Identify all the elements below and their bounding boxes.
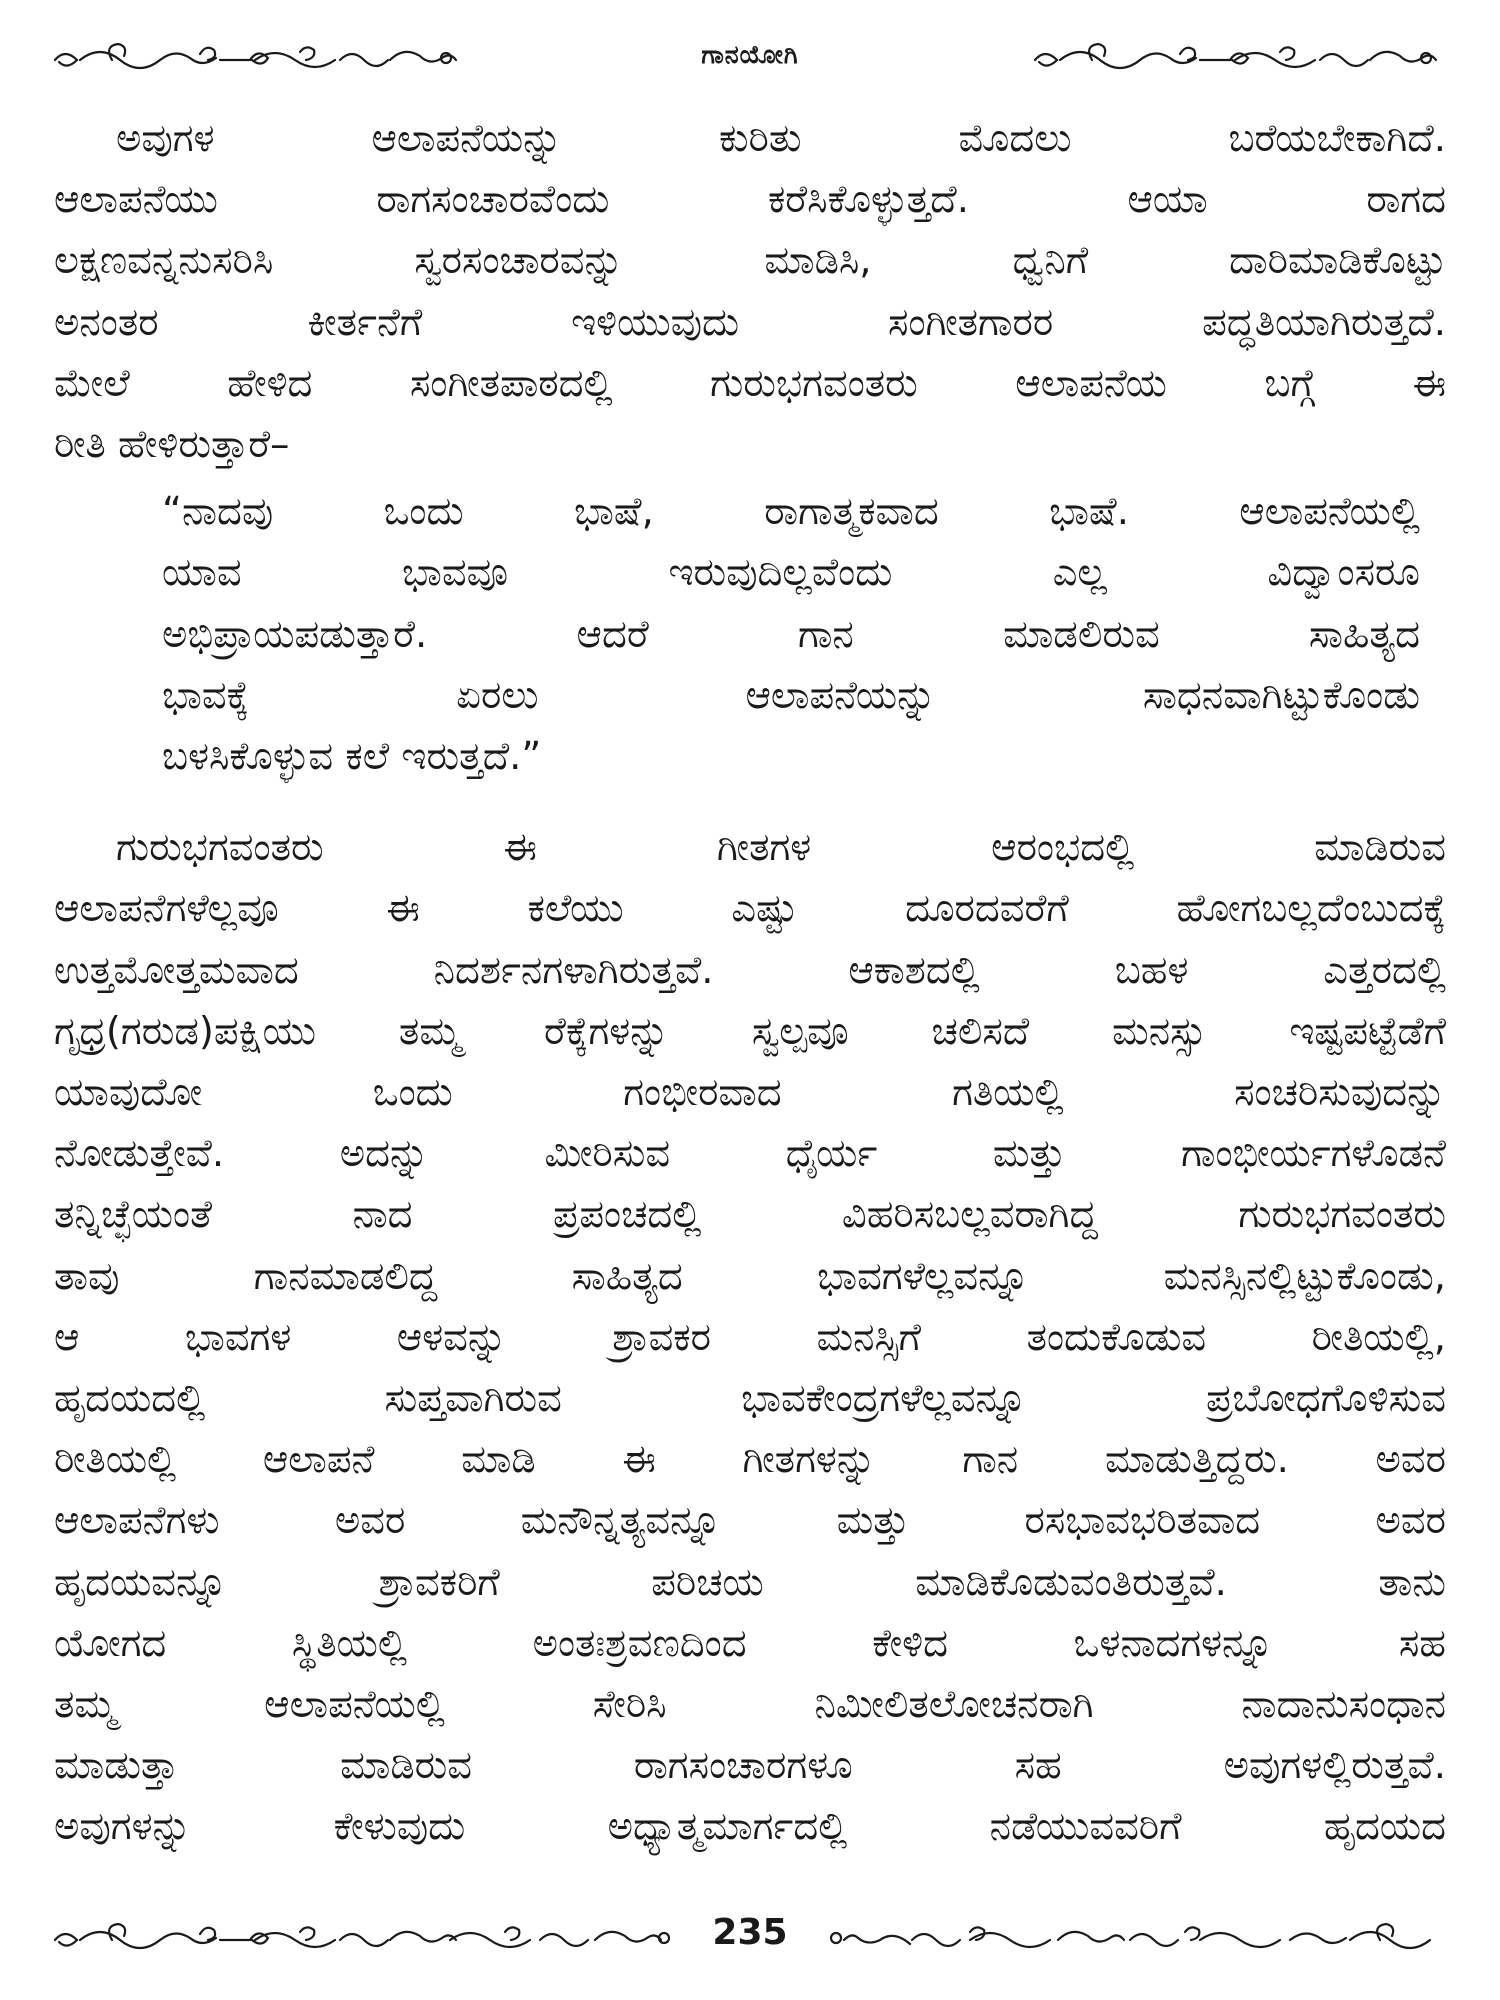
text-line: ಹೃದಯವನ್ನೂ ಶ್ರಾವಕರಿಗೆ ಪರಿಚಯ ಮಾಡಿಕೊಡುವಂತಿರುತ್ತವೆ. ತಾನು xyxy=(54,1559,1446,1605)
quote-line: ಭಾವಕ್ಕೆ ಏರಲು ಆಲಾಪನೆಯನ್ನು ಸಾಧನವಾಗಿಟ್ಟುಕೊಂಡು xyxy=(162,672,1420,718)
running-title: ಗಾನಯೋಗಿ xyxy=(701,40,799,69)
text-line: ತನ್ನಿಚ್ಛೆಯಂತೆ ನಾದ ಪ್ರಪಂಚದಲ್ಲಿ ವಿಹರಿಸಬಲ್ಲವರಾಗಿದ್ದ ಗುರುಭಗವಂತರು xyxy=(54,1192,1446,1238)
page-header xyxy=(50,30,1450,90)
text-line: ಯೋಗದ ಸ್ಥಿತಿಯಲ್ಲಿ ಅಂತಃಶ್ರವಣದಿಂದ ಕೇಳಿದ ಒಳನಾದಗಳನ್ನೂ ಸಹ xyxy=(54,1620,1446,1666)
text-line: ಯಾವುದೋ ಒಂದು ಗಂಭೀರವಾದ ಗತಿಯಲ್ಲಿ ಸಂಚರಿಸುವುದನ್ನು xyxy=(54,1070,1446,1116)
text-line: ರೀತಿಯಲ್ಲಿ ಆಲಾಪನೆ ಮಾಡಿ ಈ ಗೀತಗಳನ್ನು ಗಾನ ಮಾಡುತ್ತಿದ್ದರು. ಅವರ xyxy=(54,1437,1446,1483)
text-line: ನೋಡುತ್ತೇವೆ. ಅದನ್ನು ಮೀರಿಸುವ ಧೈರ್ಯ ಮತ್ತು ಗಾಂಭೀರ್ಯಗಳೊಡನೆ xyxy=(54,1131,1446,1177)
page-footer xyxy=(50,1910,1450,1970)
flourish-ornament-icon xyxy=(820,1910,1450,1974)
text-line: ಆಲಾಪನೆಗಳು ಅವರ ಮನೌನ್ನತ್ಯವನ್ನೂ ಮತ್ತು ರಸಭಾವಭರಿತವಾದ ಅವರ xyxy=(54,1498,1446,1544)
text-line: ಗುರುಭಗವಂತರು ಈ ಗೀತಗಳ ಆರಂಭದಲ್ಲಿ ಮಾಡಿರುವ xyxy=(116,825,1446,871)
text-line: ಅನಂತರ ಕೀರ್ತನೆಗೆ ಇಳಿಯುವುದು ಸಂಗೀತಗಾರರ ಪದ್ಧತಿಯಾಗಿರುತ್ತದೆ. xyxy=(54,299,1446,345)
text-line: ಮಾಡುತ್ತಾ ಮಾಡಿರುವ ರಾಗಸಂಚಾರಗಳೂ ಸಹ ಅವುಗಳಲ್ಲಿರುತ್ತವೆ. xyxy=(54,1743,1446,1789)
block-quote xyxy=(54,481,1420,787)
text-line: ಆ ಭಾವಗಳ ಆಳವನ್ನು ಶ್ರಾವಕರ ಮನಸ್ಸಿಗೆ ತಂದುಕೊಡುವ ರೀತಿಯಲ್ಲಿ, xyxy=(54,1314,1446,1360)
text-line: ಮೇಲೆ ಹೇಳಿದ ಸಂಗೀತಪಾಠದಲ್ಲಿ ಗುರುಭಗವಂತರು ಆಲಾಪನೆಯ ಬಗ್ಗೆ ಈ xyxy=(54,360,1446,406)
paragraph-intro xyxy=(54,108,1446,475)
quote-line: ಅಭಿಪ್ರಾಯಪಡುತ್ತಾರೆ. ಆದರೆ ಗಾನ ಮಾಡಲಿರುವ ಸಾಹಿತ್ಯದ xyxy=(162,611,1420,657)
quote-line: ಯಾವ ಭಾವವೂ ಇರುವುದಿಲ್ಲವೆಂದು ಎಲ್ಲ ವಿದ್ವಾಂಸರೂ xyxy=(162,550,1420,596)
page-body xyxy=(54,108,1446,1858)
text-line: ಹೃದಯದಲ್ಲಿ ಸುಪ್ತವಾಗಿರುವ ಭಾವಕೇಂದ್ರಗಳೆಲ್ಲವನ್ನೂ ಪ್ರಬೋಧಗೊಳಿಸುವ xyxy=(54,1376,1446,1422)
text-line: ತಮ್ಮ ಆಲಾಪನೆಯಲ್ಲಿ ಸೇರಿಸಿ ನಿಮೀಲಿತಲೋಚನರಾಗಿ ನಾದಾನುಸಂಧಾನ xyxy=(54,1682,1446,1728)
flourish-ornament-icon xyxy=(1030,30,1450,90)
text-line: ಆಲಾಪನೆಯು ರಾಗಸಂಚಾರವೆಂದು ಕರೆಸಿಕೊಳ್ಳುತ್ತದೆ. ಆಯಾ ರಾಗದ xyxy=(54,177,1446,223)
text-line: ತಾವು ಗಾನಮಾಡಲಿದ್ದ ಸಾಹಿತ್ಯದ ಭಾವಗಳೆಲ್ಲವನ್ನೂ ಮನಸ್ಸಿನಲ್ಲಿಟ್ಟುಕೊಂಡು, xyxy=(54,1253,1446,1299)
page-number: 235 xyxy=(712,1912,788,1953)
paragraph-main xyxy=(54,817,1446,1857)
quote-line: ಬಳಸಿಕೊಳ್ಳುವ ಕಲೆ ಇರುತ್ತದೆ.” xyxy=(162,734,542,780)
text-line: ಲಕ್ಷಣವನ್ನನುಸರಿಸಿ ಸ್ವರಸಂಚಾರವನ್ನು ಮಾಡಿಸಿ, ಧ್ವನಿಗೆ ದಾರಿಮಾಡಿಕೊಟ್ಟು xyxy=(54,238,1446,284)
text-line: ರೀತಿ ಹೇಳಿರುತ್ತಾರೆ– xyxy=(54,422,290,468)
text-line: ಗೃಧ್ರ(ಗರುಡ)ಪಕ್ಷಿಯು ತಮ್ಮ ರೆಕ್ಕೆಗಳನ್ನು ಸ್ವಲ್ಪವೂ ಚಲಿಸದೆ ಮನಸ್ಸು ಇಷ್ಟಪಟ್ಟೆಡೆಗೆ xyxy=(54,1008,1446,1054)
quote-line: “ನಾದವು ಒಂದು ಭಾಷೆ, ರಾಗಾತ್ಮಕವಾದ ಭಾಷೆ. ಆಲಾಪನೆಯಲ್ಲಿ xyxy=(162,489,1420,535)
text-line: ಅವುಗಳ ಆಲಾಪನೆಯನ್ನು ಕುರಿತು ಮೊದಲು ಬರೆಯಬೇಕಾಗಿದೆ. xyxy=(116,116,1446,161)
text-line: ಉತ್ತಮೋತ್ತಮವಾದ ನಿದರ್ಶನಗಳಾಗಿರುತ್ತವೆ. ಆಕಾಶದಲ್ಲಿ ಬಹಳ ಎತ್ತರದಲ್ಲಿ xyxy=(54,947,1446,993)
text-line: ಆಲಾಪನೆಗಳೆಲ್ಲವೂ ಈ ಕಲೆಯು ಎಷ್ಟು ದೂರದವರೆಗೆ ಹೋಗಬಲ್ಲದೆಂಬುದಕ್ಕೆ xyxy=(54,886,1446,932)
text-line: ಅವುಗಳನ್ನು ಕೇಳುವುದು ಅಧ್ಯಾತ್ಮಮಾರ್ಗದಲ್ಲಿ ನಡೆಯುವವರಿಗೆ ಹೃದಯದ xyxy=(54,1804,1446,1850)
